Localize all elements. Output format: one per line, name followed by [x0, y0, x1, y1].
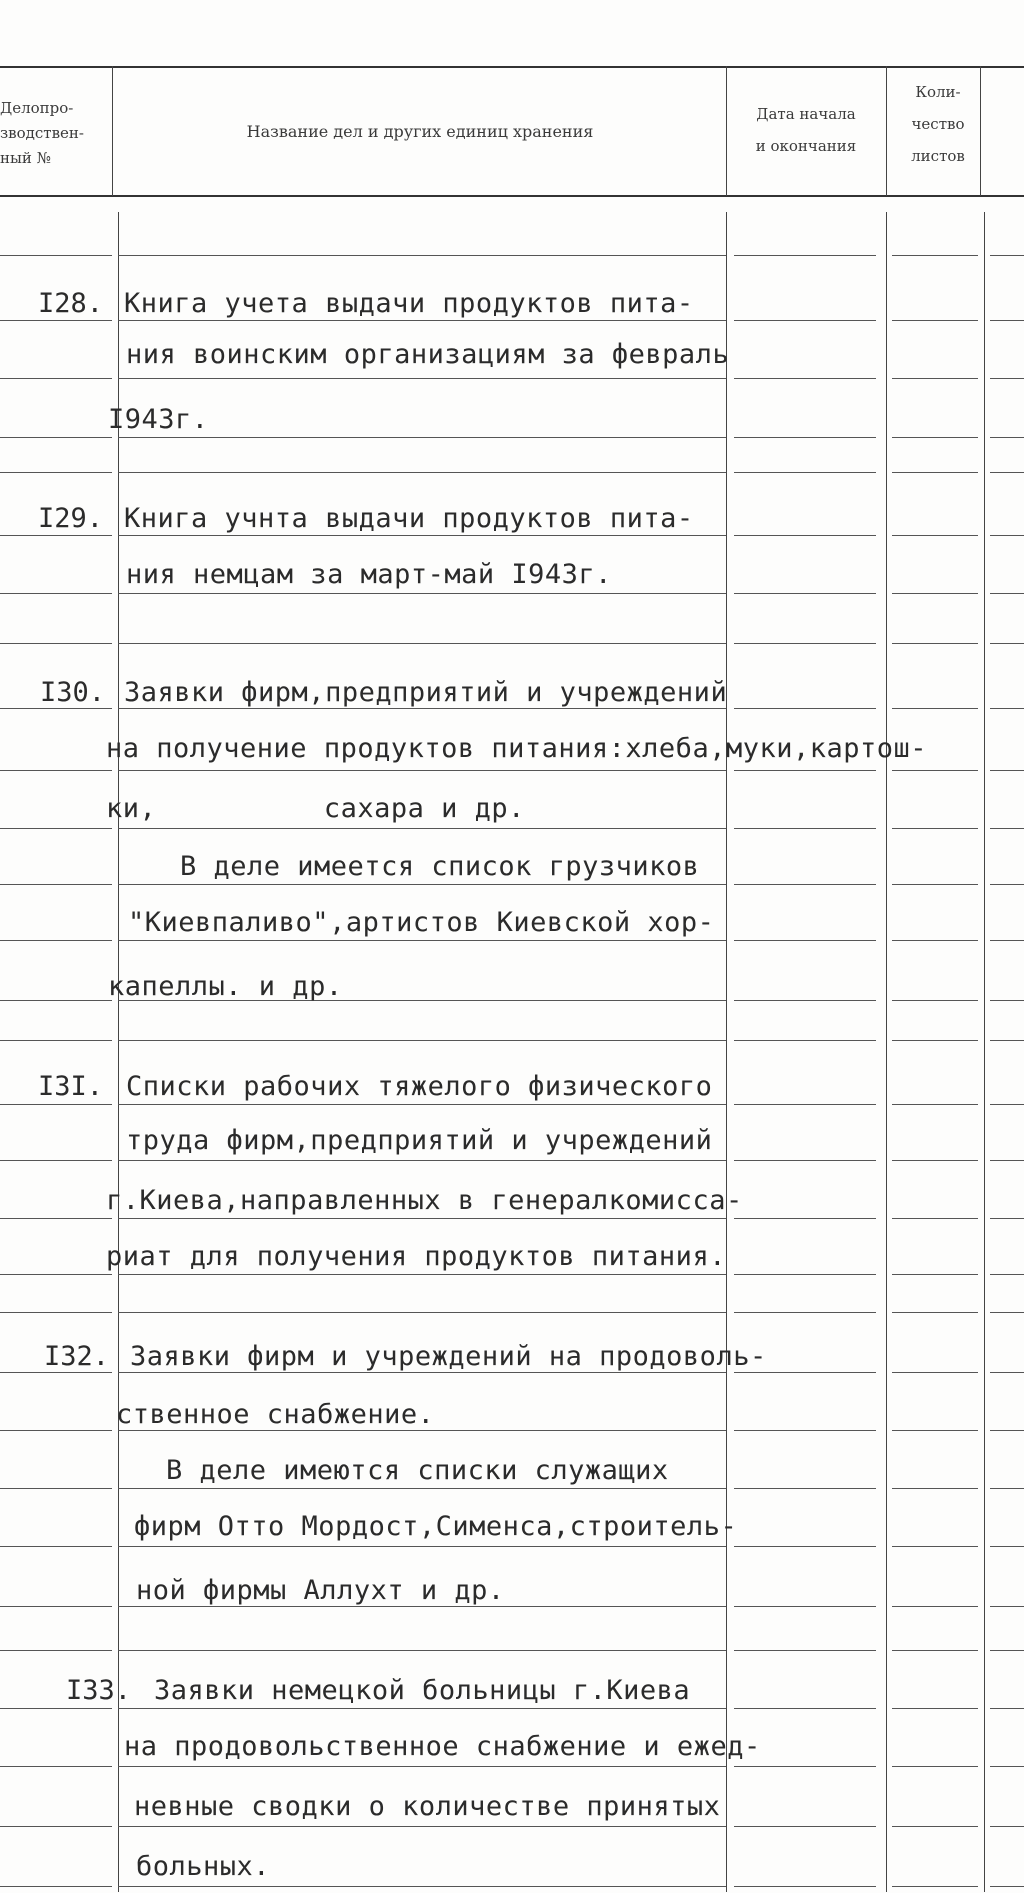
ruled-line: [892, 1274, 978, 1275]
ruled-line: [892, 1650, 978, 1651]
ruled-line: [990, 1040, 1024, 1041]
ruled-line: [118, 884, 726, 885]
ruled-line: [892, 1546, 978, 1547]
ruled-line: [892, 535, 978, 536]
ruled-line: [734, 1000, 876, 1001]
entry-text-line: на получение продуктов питания:хлеба,муки,картош-: [106, 733, 928, 764]
ruled-line: [0, 940, 112, 941]
entry-number: I33.: [66, 1675, 132, 1706]
entry-text-line: ки, сахара и др.: [106, 793, 525, 824]
ruled-line: [892, 255, 978, 256]
ruled-line: [892, 437, 978, 438]
entry-number: I29.: [38, 503, 104, 534]
ruled-line: [990, 828, 1024, 829]
ruled-line: [734, 1606, 876, 1607]
header-bottom-rule: [0, 195, 1024, 197]
ruled-line: [892, 1708, 978, 1709]
ruled-line: [734, 320, 876, 321]
ruled-line: [734, 884, 876, 885]
entry-text-line: больных.: [136, 1851, 271, 1882]
entry-text-line: капеллы. и др.: [108, 971, 343, 1002]
header-top-rule: [0, 66, 1024, 68]
header-column-divider: [886, 66, 887, 196]
entry-text-line: ния немцам за март-май I943г.: [126, 559, 612, 590]
ruled-line: [118, 378, 726, 379]
ruled-line: [892, 940, 978, 941]
ruled-line: [0, 1160, 112, 1161]
ruled-line: [892, 1488, 978, 1489]
ruled-line: [734, 593, 876, 594]
ruled-line: [892, 884, 978, 885]
ruled-line: [734, 770, 876, 771]
ruled-line: [990, 1218, 1024, 1219]
ruled-line: [0, 1000, 112, 1001]
ruled-line: [990, 1708, 1024, 1709]
ruled-line: [118, 1708, 726, 1709]
ruled-line: [990, 320, 1024, 321]
ruled-line: [118, 472, 726, 473]
ruled-line: [118, 1650, 726, 1651]
ruled-line: [0, 1488, 112, 1489]
ruled-line: [118, 1826, 726, 1827]
ruled-line: [892, 1312, 978, 1313]
ruled-line: [734, 472, 876, 473]
ruled-line: [990, 1546, 1024, 1547]
ruled-line: [0, 770, 112, 771]
ruled-line: [734, 1886, 876, 1887]
ruled-line: [118, 1312, 726, 1313]
ruled-line: [990, 1430, 1024, 1431]
entry-text-line: "Киевпаливо",артистов Киевской хор-: [128, 907, 715, 938]
ruled-line: [0, 1040, 112, 1041]
ruled-line: [118, 437, 726, 438]
ruled-line: [118, 1218, 726, 1219]
entry-text-line: В деле имеется список грузчиков: [180, 851, 700, 882]
ruled-line: [734, 643, 876, 644]
ruled-line: [990, 437, 1024, 438]
ruled-line: [734, 1708, 876, 1709]
ruled-line: [118, 770, 726, 771]
ruled-line: [990, 1650, 1024, 1651]
ruled-line: [990, 593, 1024, 594]
ruled-line: [734, 255, 876, 256]
entry-text-line: ной фирмы Аллухт и др.: [136, 1575, 505, 1606]
ruled-line: [892, 1160, 978, 1161]
ruled-line: [734, 1160, 876, 1161]
ruled-line: [0, 378, 112, 379]
ruled-line: [734, 1104, 876, 1105]
ruled-line: [0, 472, 112, 473]
ruled-line: [892, 1606, 978, 1607]
ruled-line: [990, 1766, 1024, 1767]
entry-text-line: I943г.: [108, 404, 209, 435]
ruled-line: [990, 1104, 1024, 1105]
ruled-line: [734, 1826, 876, 1827]
ruled-line: [0, 643, 112, 644]
ruled-line: [892, 643, 978, 644]
ruled-line: [118, 828, 726, 829]
ruled-line: [118, 1766, 726, 1767]
ruled-line: [734, 1312, 876, 1313]
header-sheets-column: [888, 76, 988, 172]
entry-text-line: Заявки немецкой больницы г.Киева: [154, 1675, 691, 1706]
ruled-line: [990, 1606, 1024, 1607]
ruled-line: [0, 1650, 112, 1651]
entry-number: I32.: [44, 1341, 110, 1372]
ruled-line: [990, 708, 1024, 709]
ruled-line: [118, 255, 726, 256]
ruled-line: [734, 940, 876, 941]
ruled-line: [892, 1000, 978, 1001]
ruled-line: [734, 378, 876, 379]
ruled-line: [892, 1372, 978, 1373]
ruled-line: [892, 1040, 978, 1041]
ruled-line: [0, 1708, 112, 1709]
header-title-column: Название дел и других единиц хранения: [246, 122, 594, 141]
entry-text-line: Книга учнта выдачи продуктов пита-: [124, 503, 694, 534]
ruled-line: [0, 1274, 112, 1275]
ruled-line: [118, 1040, 726, 1041]
ruled-line: [0, 1826, 112, 1827]
ruled-line: [892, 320, 978, 321]
ruled-line: [990, 1160, 1024, 1161]
ruled-line: [734, 1766, 876, 1767]
ruled-line: [0, 437, 112, 438]
ruled-line: [0, 1430, 112, 1431]
ruled-line: [990, 1826, 1024, 1827]
ruled-line: [0, 1886, 112, 1887]
ruled-line: [892, 1826, 978, 1827]
ruled-line: [118, 1886, 726, 1887]
ruled-line: [990, 1886, 1024, 1887]
header-dates-column: [728, 98, 884, 162]
ruled-line: [892, 593, 978, 594]
header-dates-line: и окончания: [755, 137, 857, 155]
ruled-line: [0, 1766, 112, 1767]
ruled-line: [734, 1488, 876, 1489]
ruled-line: [892, 1766, 978, 1767]
ruled-line: [0, 884, 112, 885]
ruled-line: [990, 535, 1024, 536]
ruled-line: [118, 1488, 726, 1489]
ruled-line: [118, 643, 726, 644]
title-column-divider: [726, 212, 727, 1892]
header-number-line: Делопро-: [0, 99, 74, 117]
entry-number: I28.: [38, 288, 104, 319]
header-number-column: [0, 96, 108, 171]
ruled-line: [990, 1312, 1024, 1313]
header-sheets-line: чество: [911, 115, 965, 133]
ruled-line: [734, 708, 876, 709]
ruled-line: [734, 828, 876, 829]
ruled-line: [990, 378, 1024, 379]
header-number-line: зводствен-: [0, 124, 84, 142]
header-column-divider: [726, 66, 727, 196]
ruled-line: [892, 1218, 978, 1219]
ruled-line: [892, 1104, 978, 1105]
entry-text-line: ственное снабжение.: [116, 1399, 435, 1430]
entry-text-line: фирм Отто Мордост,Сименса,строитель-: [134, 1511, 738, 1542]
header-column-divider: [112, 66, 113, 196]
ruled-line: [734, 535, 876, 536]
ruled-line: [892, 770, 978, 771]
ruled-line: [734, 1430, 876, 1431]
ruled-line: [892, 1430, 978, 1431]
ruled-line: [734, 1218, 876, 1219]
sheets-column-divider: [984, 212, 985, 1892]
ruled-line: [0, 828, 112, 829]
ruled-line: [892, 1886, 978, 1887]
entry-text-line: на продовольственное снабжение и ежед-: [124, 1731, 761, 1762]
entry-text-line: Книга учета выдачи продуктов пита-: [124, 288, 694, 319]
ruled-line: [990, 1000, 1024, 1001]
ruled-line: [990, 1488, 1024, 1489]
entry-number: I30.: [40, 677, 106, 708]
entry-text-line: г.Киева,направленных в генералкомисса-: [106, 1185, 743, 1216]
ruled-line: [990, 1274, 1024, 1275]
ruled-line: [892, 378, 978, 379]
ruled-line: [734, 1546, 876, 1547]
ruled-line: [0, 255, 112, 256]
ruled-line: [990, 472, 1024, 473]
ruled-line: [990, 255, 1024, 256]
entry-text-line: ния воинским организациям за февраль: [126, 339, 730, 370]
header-sheets-line: листов: [911, 147, 965, 165]
entry-text-line: В деле имеются списки служащих: [166, 1455, 669, 1486]
ruled-line: [892, 472, 978, 473]
entry-text-line: Заявки фирм,предприятий и учреждений: [124, 677, 728, 708]
ruled-line: [734, 1650, 876, 1651]
ruled-line: [990, 884, 1024, 885]
ruled-line: [0, 1546, 112, 1547]
ruled-line: [118, 1104, 726, 1105]
ruled-line: [118, 1546, 726, 1547]
ruled-line: [990, 1372, 1024, 1373]
ruled-line: [734, 1274, 876, 1275]
ruled-line: [734, 437, 876, 438]
header-dates-line: Дата начала: [756, 105, 856, 123]
ruled-line: [118, 1160, 726, 1161]
ruled-line: [0, 1218, 112, 1219]
ruled-line: [892, 708, 978, 709]
ruled-line: [892, 828, 978, 829]
ruled-line: [734, 1040, 876, 1041]
ruled-line: [0, 593, 112, 594]
entry-text-line: Заявки фирм и учреждений на продоволь-: [130, 1341, 767, 1372]
ruled-line: [0, 1104, 112, 1105]
ruled-line: [118, 593, 726, 594]
entry-text-line: Списки рабочих тяжелого физического: [126, 1071, 713, 1102]
ruled-line: [0, 1606, 112, 1607]
ruled-line: [990, 940, 1024, 941]
ruled-line: [990, 643, 1024, 644]
entry-text-line: невные сводки о количестве принятых: [134, 1791, 721, 1822]
ruled-line: [990, 770, 1024, 771]
ruled-line: [0, 1312, 112, 1313]
entry-number: I3I.: [38, 1071, 104, 1102]
header-sheets-line: Коли-: [915, 83, 961, 101]
entry-text-line: труда фирм,предприятий и учреждений: [126, 1125, 713, 1156]
number-column-divider: [118, 212, 119, 1892]
header-column-divider: [980, 66, 981, 196]
entry-text-line: риат для получения продуктов питания.: [106, 1241, 726, 1272]
ruled-line: [118, 940, 726, 941]
ruled-line: [118, 1274, 726, 1275]
header-number-line: ный №: [0, 149, 51, 167]
dates-column-divider: [886, 212, 887, 1892]
